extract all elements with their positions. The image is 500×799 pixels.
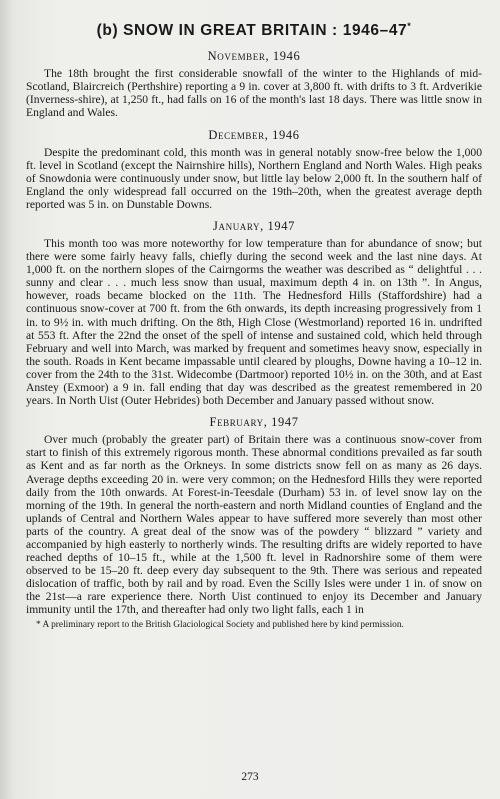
section-text-december-1946: Despite the predominant cold, this month was in general notably snow-free below the 1,000 ft. level in Scotland (except the Nairnshire hills), Northern England and North Wales. High peaks of Snowdonia were continuously under snow, but little lay below 2,000 ft. In the southern half of England the only widespread fall occurred on the 19th–20th, when the greatest average depth reported was 5 in. on Dunstable Downs. — [26, 145, 482, 211]
section-heading-january-1947: January, 1947 — [213, 219, 295, 233]
footnote: * A preliminary report to the British Glaciological Society and published here by kind permission. — [36, 619, 404, 630]
title-footnote-mark: * — [407, 21, 412, 31]
article-title — [26, 16, 482, 41]
section-text-january-1947: This month too was more noteworthy for low temperature than for abundance of snow; but there were some fairly heavy falls, chiefly during the second week and the last nine days. At 1,000 ft. on the northern slopes of the Cairngorms the weather was described as “ delightful . . . sunny and clear . . . much less snow than usual, maximum depth 4 in. on 13th ”. In Angus, however, roads became blocked on the 11th. The Hednesford Hills (Staffordshire) had a continuous snow-cover at 700 ft. from the 6th onwards, its depth increasing progressively from 1 in. to 9½ in. with much drifting. On the 8th, High Close (Westmorland) reported 16 in. undrifted at 553 ft. After the 22nd the onset of the spell of intense and sustained cold, which held through February and well into March, was marked by frequent and sometimes heavy snow, especially in the south. Roads in Kent became impassable until cleared by ploughs, Downe having a 10–12 in. cover from the 24th to the 31st. Widecombe (Dartmoor) reported 10½ in. on the 30th, and at East Anstey (Exmoor) a 9 in. fall ending that day was described as the greatest remembered in 20 years. In North Uist (Outer Hebrides) both December and January passed without snow. — [26, 237, 482, 408]
section-text-february-1947: Over much (probably the greater part) of Britain there was a continuous snow-cover from start to finish of this extremely rigorous month. These abnormal conditions prevailed as far south as Kent and as far north as the Orkneys. In some districts snow fell on as many as 26 days. Average depths exceeding 20 in. were very common; on the Hednesford Hills they were reported daily from the 10th onwards. At Forest-in-Teesdale (Durham) 53 in. of level snow lay on the morning of the 19th. In general the north-eastern and north Midland counties of England and the uplands of Central and Northern Wales appear to have suffered more severely than most other parts of the country. A great deal of the snow was of the powdery “ blizzard ” variety and accompanied by high easterly to northerly winds. The resulting drifts are widely reported to have reached depths of 10–15 ft., while at the 1,500 ft. level in Radnorshire some of them were observed to be 15–20 ft. deep every day subsequent to the 9th. There was serious and repeated dislocation of traffic, both by rail and by road. Even the Scilly Isles were under 1 in. of snow on the 21st—a rare experience there. North Uist continued to enjoy its December and January immunity until the 17th, and thereafter had only two light falls, each 1 in — [26, 433, 482, 617]
section-text-november-1946: The 18th brought the first considerable snowfall of the winter to the Highlands of mid-Scotland, Blaircreich (Perthshire) reporting a 9 in. cover at 3,800 ft. with drifts to 3 ft. Ardverikie (Inverness-shire), at 1,250 ft., had falls on 16 of the month's last 18 days. There was little snow in England and Wales. — [26, 67, 482, 120]
page-number: 273 — [241, 771, 259, 783]
section-heading-february-1947: February, 1947 — [209, 415, 299, 430]
section-heading-november-1946: November, 1946 — [207, 49, 301, 64]
article-title-text: (b) SNOW IN GREAT BRITAIN : 1946–47 — [96, 22, 408, 40]
section-heading-december-1946: December, 1946 — [208, 127, 300, 142]
